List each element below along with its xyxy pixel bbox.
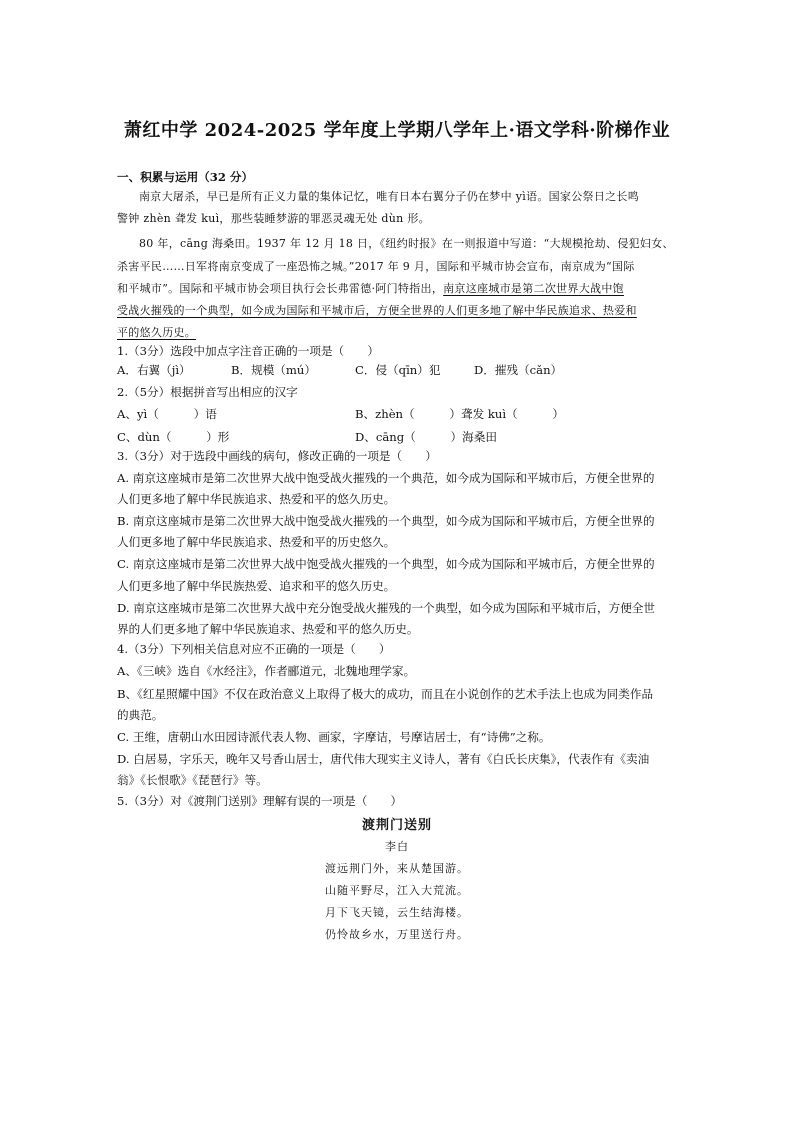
q1-option-a: A．右翼（jì）	[117, 363, 191, 377]
q1-option-c: C．侵（qīn）犯	[355, 363, 441, 377]
question-5-stem: 5.（3分）对《渡荆门送别》理解有误的一项是（ ）	[117, 794, 403, 808]
question-4-stem: 4.（3分）下列相关信息对应不正确的一项是（ ）	[117, 642, 391, 656]
passage-line: 杀害平民……日军将南京变成了一座恐怖之城。”2017 年 9 月，国际和平城市协会宣布，南京成为“国际	[117, 260, 635, 273]
poem-title: 渡荆门送别	[361, 818, 432, 833]
passage-text: 和平城市”。国际和平城市协会项目执行会长弗雷德·阿门特指出，	[117, 282, 444, 295]
passage-line: 80 年，cāng 海桑田。1937 年 12 月 18 日，《纽约时报》在一则报道中写道：“大规模抢劫、侵犯妇女、	[139, 237, 674, 250]
q3-option-line: D. 南京这座城市是第二次世界大战中充分饱受战火摧残的一个典型，如今成为国际和平城市后，方便全世	[117, 601, 655, 615]
passage-line	[117, 281, 717, 297]
question-1-stem: 1.（3分）选段中加点字注音正确的一项是（ ）	[117, 344, 379, 358]
q3-option-line: A. 南京这座城市是第二次世界大战中饱受战火摧残的一个典范，如今成为国际和平城市后，方便全世界的	[117, 471, 655, 485]
question-2-stem: 2.（5分）根据拼音写出相应的汉字	[117, 385, 298, 399]
q4-option-line: A、《三峡》选自《水经注》，作者郦道元，北魏地理学家。	[117, 664, 416, 678]
poem-line: 山随平野尽，江入大荒流。	[325, 884, 469, 897]
poem-line: 仍怜故乡水，万里送行舟。	[325, 928, 469, 941]
underlined-sentence: 南京这座城市是第二次世界大战中饱	[443, 282, 624, 295]
q2-item-b: B、zhèn（ ）聋发 kuì（ ）	[355, 407, 565, 421]
passage-line: 警钟 zhèn 聋发 kuì，那些装睡梦游的罪恶灵魂无处 dùn 形。	[117, 212, 430, 225]
page-title: 萧红中学 2024-2025 学年度上学期八学年上·语文学科·阶梯作业	[123, 120, 671, 141]
poem-line: 月下飞天镜，云生结海楼。	[325, 906, 469, 919]
q3-option-line: 人们更多地了解中华民族追求、热爱和平的历史悠久。	[117, 535, 396, 549]
q3-option-line: 界的人们更多地了解中华民族追求、热爱和平的悠久历史。	[117, 622, 419, 636]
q2-item-d: D、cāng（ ）海桑田	[355, 430, 497, 444]
q4-option-line: 翁》《长恨歌》《琵琶行》等。	[117, 773, 268, 787]
q3-option-line: C. 南京这座城市是第二次世界大战中饱受战火摧残的一个典型，如今成为国际和平城市后，方便全世界的	[117, 557, 655, 571]
underlined-sentence: 受战火摧残的一个典型，如今成为国际和平城市后，方便全世界的人们更多地了解中华民族追求、热爱和	[117, 304, 637, 317]
q4-option-line: 的典范。	[117, 708, 164, 722]
q3-option-line: 人们更多地了解中华民族热爱、追求和平的悠久历史。	[117, 579, 396, 593]
underlined-sentence: 平的悠久历史。	[117, 326, 197, 339]
q1-option-b: B．规模（mú）	[231, 363, 316, 377]
q2-item-a: A、yì（ ）语	[117, 407, 217, 421]
q3-option-line: 人们更多地了解中华民族追求、热爱和平的悠久历史。	[117, 492, 396, 506]
q4-option-line: C. 王维，唐朝山水田园诗派代表人物、画家，字摩诘，号摩诘居士，有“诗佛”之称。	[117, 730, 551, 744]
poem-author: 李白	[385, 840, 409, 853]
section-heading: 一、积累与运用（32 分）	[117, 170, 254, 184]
q4-option-line: D. 白居易，字乐天，晚年又号香山居士，唐代伟大现实主义诗人，著有《白氏长庆集》，代表作有《卖油	[117, 752, 650, 766]
poem-line: 渡远荆门外，来从楚国游。	[325, 862, 469, 875]
q1-option-d: D．摧残（cǎn）	[474, 363, 563, 377]
question-3-stem: 3.（3分）对于选段中画线的病句，修改正确的一项是（ ）	[117, 449, 437, 463]
q2-item-c: C、dùn（ ）形	[117, 430, 230, 444]
q4-option-line: B、《红星照耀中国》不仅在政治意义上取得了极大的成功，而且在小说创作的艺术手法上也成为同类作品	[117, 687, 654, 701]
q3-option-line: B. 南京这座城市是第二次世界大战中饱受战火摧残的一个典型，如今成为国际和平城市后，方便全世界的	[117, 514, 655, 528]
passage-line: 南京大屠杀，早已是所有正义力量的集体记忆，唯有日本右翼分子仍在梦中 yì语。国家公祭日之长鸣	[139, 190, 640, 203]
